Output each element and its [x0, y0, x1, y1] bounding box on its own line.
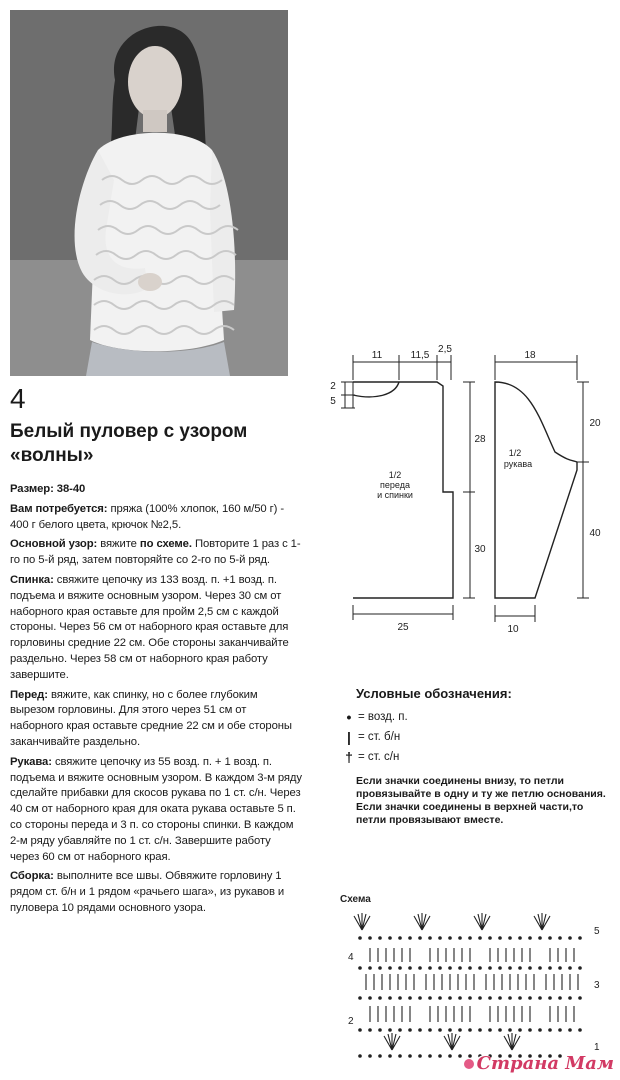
sleeves-paragraph — [10, 755, 302, 866]
legend-title: Условные обозначения: — [356, 686, 512, 701]
body-label-line-3: и спинки — [377, 490, 413, 500]
body-label-line-2: переда — [380, 480, 410, 490]
front-paragraph — [10, 688, 302, 751]
body-right-dim-2: 30 — [474, 544, 486, 555]
garment-schematic — [315, 340, 615, 640]
legend-note: Если значки соединены внизу, то петли провязывайте в одну и ту же петлю основания. Если значки соединены в верхней части,то петли провязывают вместе. — [356, 775, 606, 826]
main-pattern-paragraph — [10, 537, 302, 569]
instructions — [10, 482, 302, 921]
watermark-logo-icon — [464, 1059, 474, 1069]
materials-paragraph — [10, 502, 302, 534]
body-top-dim-1: 11 — [371, 350, 383, 361]
sleeves-text: свяжите цепочку из 55 возд. п. + 1 возд. п. подъема и вяжите основным узором. В каждом 3-м ряду сделайте прибавки для скосов рукава по 1 ст. с/н. Через 40 см от наборного края для оката рукава оставьте 5 п. со стороны переда и 3 п. со стороны спинки. В каждом 2-м ряду убавляйте по 1 ст. с/н. Завершите работу через 60 см от наборного края. — [10, 755, 302, 863]
crochet-chart — [330, 890, 610, 1070]
chain-stitch-symbol: • — [346, 709, 352, 725]
back-label: Спинка: — [10, 573, 54, 586]
sleeve-right-dim-1: 20 — [589, 418, 601, 429]
legend-item-text: = возд. п. — [358, 711, 408, 723]
assembly-paragraph — [10, 869, 302, 916]
sleeve-label-line-2: рукава — [503, 459, 533, 469]
row-number: 3 — [594, 980, 600, 991]
row-number: 2 — [348, 1016, 354, 1027]
assembly-text: выполните все швы. Обвяжите горловину 1 рядом ст. б/н и 1 рядом «рачьего шага», из рукавов и пуловера 10 рядами основного узора. — [10, 870, 285, 914]
body-top-dim-2: 11,5 — [410, 350, 430, 361]
double-crochet-symbol: † — [345, 749, 353, 765]
body-label-line-1: 1/2 — [388, 470, 402, 480]
materials-label: Вам потребуется: — [10, 502, 108, 515]
pattern-title: Белый пуловер с узором «волны» — [10, 421, 248, 466]
body-right-dim-1: 28 — [474, 434, 486, 445]
sleeves-label: Рукава: — [10, 755, 52, 768]
row-number: 5 — [594, 926, 600, 937]
legend-item — [340, 707, 610, 727]
legend-item — [340, 727, 610, 747]
model-photo — [10, 10, 288, 376]
legend-item-text: = ст. б/н — [358, 731, 401, 743]
row-number: 4 — [348, 952, 354, 963]
main-pattern-text: Повторите 1 раз с 1-го по 5-й ряд, затем повторяйте со 2-го по 5-й ряд. — [10, 538, 301, 567]
legend — [340, 686, 610, 827]
materials-text: пряжа (100% хлопок, 160 м/50 г) - 400 г белого цвета, крючок №2,5. — [10, 502, 285, 531]
back-paragraph — [10, 573, 302, 684]
sleeve-bottom-dim: 10 — [507, 624, 519, 635]
front-text: вяжите, как спинку, но с более глубоким вырезом горловины. Для этого через 51 см от наборного края оставьте средние 22 см и обе стороны заканчивайте раздельно. — [10, 688, 292, 748]
body-bottom-dim: 25 — [397, 622, 409, 633]
row-number: 1 — [594, 1042, 600, 1053]
back-text: свяжите цепочку из 133 возд. п. +1 возд. п. подъема и вяжите основным узором. Через 30 см от наборного края оставьте для пройм 2,5 см с каждой стороны. Через 56 см от наборного края оставьте для горловины средние 22 см. Обе стороны заканчивайте раздельно. Через 58 см от наборного края работу завершите. — [10, 573, 289, 681]
main-pattern-pre: вяжите — [100, 538, 137, 551]
body-left-dim-1: 2 — [330, 381, 336, 392]
main-pattern-emph: по схеме. — [139, 538, 192, 551]
sleeve-right-dim-2: 40 — [589, 528, 601, 539]
single-crochet-symbol: | — [347, 729, 351, 745]
sleeve-top-dim: 18 — [524, 350, 536, 361]
body-top-dim-3: 2,5 — [438, 344, 452, 355]
pattern-number: 4 — [10, 383, 26, 414]
assembly-label: Сборка: — [10, 870, 54, 883]
site-watermark — [464, 1053, 614, 1074]
front-label: Перед: — [10, 688, 48, 701]
body-left-dim-2: 5 — [330, 396, 336, 407]
chart-symbols — [354, 913, 578, 1050]
sleeve-label-line-1: 1/2 — [508, 448, 522, 458]
size-paragraph — [10, 482, 302, 498]
watermark-text: Страна Мам — [476, 1053, 614, 1074]
size-label: Размер: — [10, 483, 54, 495]
size-value: 38-40 — [56, 483, 86, 495]
main-pattern-label: Основной узор: — [10, 538, 98, 551]
legend-item — [340, 747, 610, 767]
legend-item-text: = ст. с/н — [358, 751, 400, 763]
chart-title: Схема — [340, 894, 371, 905]
